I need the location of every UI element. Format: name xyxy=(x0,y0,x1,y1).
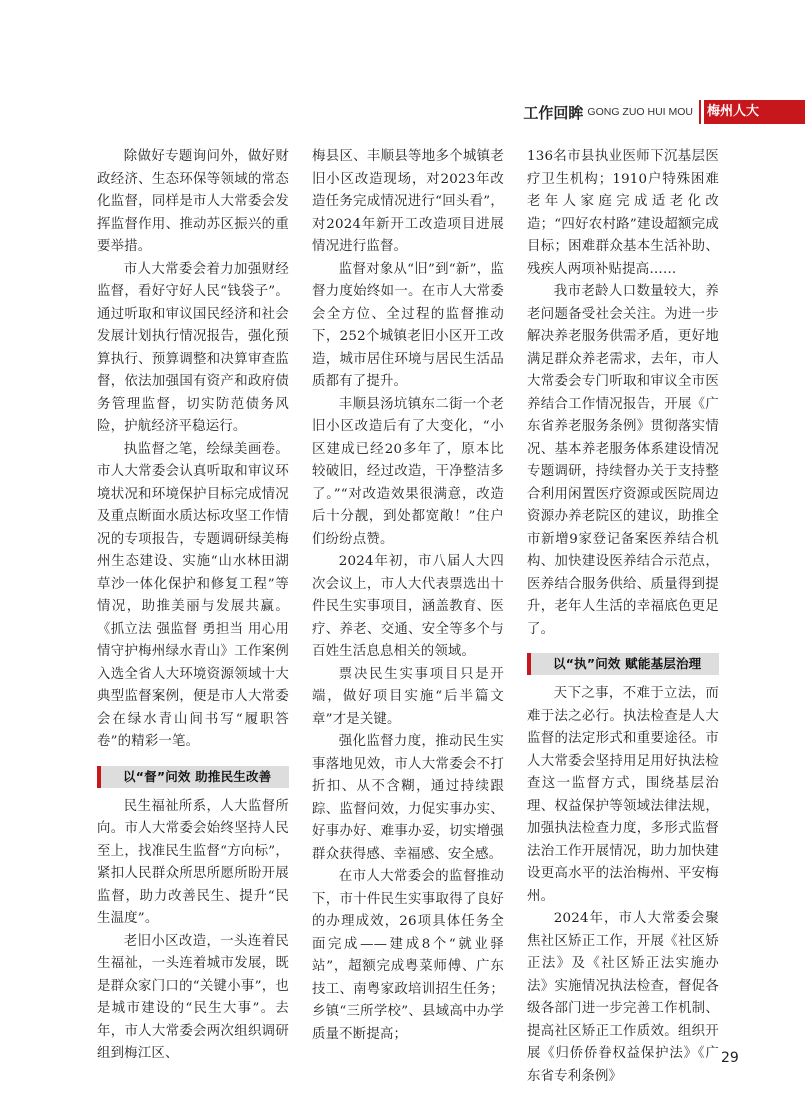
text-column-1 xyxy=(97,146,289,1066)
column-title-pinyin: GONG ZUO HUI MOU xyxy=(587,106,693,118)
paragraph: 2024年初，市八届人大四次会议上，市人大代表票选出十件民生实事项目，涵盖教育、医疗、养老、交通、安全等多个与百姓生活息息相关的领域。 xyxy=(312,554,504,659)
column-title: 工作回眸 xyxy=(523,103,584,122)
section-heading: 以“执”问效 赋能基层治理 xyxy=(527,653,719,675)
paragraph: 丰顺县汤坑镇东二街一个老旧小区改造后有了大变化，“小区建成已经20多年了，原本比较破旧，经过改造，干净整洁多了。”“对改造效果很满意，改造后十分靓，到处都宽敞！”住户们纷纷点赞。 xyxy=(312,396,504,547)
section-heading: 以“督”问效 助推民生改善 xyxy=(97,766,289,788)
paragraph: 市人大常委会着力加强财经监督，看好守好人民“钱袋子”。通过听取和审议国民经济和社会发展计划执行情况报告，强化预算执行、预算调整和决算审查监督，依法加强国有资产和政府债务管理监督，切实防范债务风险，护航经济平稳运行。 xyxy=(97,261,289,434)
page-number: 29 xyxy=(721,1050,739,1066)
paragraph: 执监督之笔，绘绿美画卷。市人大常委会认真听取和审议环境状况和环境保护目标完成情况及重点断面水质达标攻坚工作情况的专项报告，专题调研绿美梅州生态建设、实施“山水林田湖草沙一体化保护和修复工程”等情况，助推美丽与发展共赢。《抓立法 强监督 勇担当 用心用情守护梅州绿水青山》工作案例入选全省人大环境资源领域十大典型监督案例，便是市人大常委会在绿水青山间书写“履职答卷”的精彩一笔。 xyxy=(97,441,289,749)
paragraph: 监督对象从“旧”到“新”，监督力度始终如一。在市人大常委会全方位、全过程的监督推动下，252个城镇老旧小区开工改造，城市居住环境与居民生活品质都有了提升。 xyxy=(312,261,504,389)
paragraph: 在市人大常委会的监督推动下，市十件民生实事取得了良好的办理成效，26项具体任务全面完成——建成8个“就业驿站”，超额完成粤菜师傅、广东技工、南粤家政培训招生任务；乡镇“三所学校”、县域高中办学质量不断提高； xyxy=(312,869,504,1042)
text-column-3 xyxy=(527,146,719,1088)
magazine-badge: 梅州人大 xyxy=(699,100,805,124)
paragraph: 我市老龄人口数量较大，养老问题备受社会关注。为进一步解决养老服务供需矛盾，更好地满足群众养老需求，去年，市人大常委会专门听取和审议全市医养结合工作情况报告，开展《广东省养老服务条例》贯彻落实情况、基本养老服务体系建设情况专题调研，持续督办关于支持整合利用闲置医疗资源或医院周边资源办养老院区的建议，助推全市新增9家登记备案医养结合机构、加快建设医养结合示范点，医养结合服务供给、质量得到提升，老年人生活的幸福底色更足了。 xyxy=(527,284,719,637)
page-header xyxy=(523,100,805,124)
paragraph: 除做好专题询问外，做好财政经济、生态环保等领域的常态化监督，同样是市人大常委会发挥监督作用、推动苏区振兴的重要举措。 xyxy=(97,149,289,254)
paragraph: 老旧小区改造，一头连着民生福祉，一头连着城市发展，既是群众家门口的“关键小事”，也是城市建设的“民生大事”。去年，市人大常委会两次组织调研组到梅江区、 xyxy=(97,933,289,1061)
paragraph: 民生福祉所系，人大监督所向。市人大常委会始终坚持人民至上，找准民生监督“方向标”，紧扣人民群众所思所愿所盼开展监督，助力改善民生、提升“民生温度”。 xyxy=(97,798,289,926)
paragraph: 136名市县执业医师下沉基层医疗卫生机构；1910户特殊困难老年人家庭完成适老化改造；“四好农村路”建设超额完成目标；困难群众基本生活补助、残疾人两项补贴提高…… xyxy=(527,149,719,277)
text-column-2 xyxy=(312,146,504,1046)
paragraph: 强化监督力度，推动民生实事落地见效，市人大常委会不打折扣、从不含糊，通过持续跟踪、监督问效，力促实事办实、好事办好、难事办妥，切实增强群众获得感、幸福感、安全感。 xyxy=(312,734,504,862)
paragraph: 2024年，市人大常委会聚焦社区矫正工作，开展《社区矫正法》及《社区矫正法实施办法》实施情况执法检查，督促各级各部门进一步完善工作机制、提高社区矫正工作质效。组织开展《归侨侨眷权益保护法》《广东省专利条例》 xyxy=(527,911,719,1084)
paragraph: 票决民生实事项目只是开端，做好项目实施“后半篇文章”才是关键。 xyxy=(312,666,504,727)
paragraph: 梅县区、丰顺县等地多个城镇老旧小区改造现场，对2023年改造任务完成情况进行“回头看”，对2024年新开工改造项目进展情况进行监督。 xyxy=(312,149,504,254)
paragraph: 天下之事，不难于立法，而难于法之必行。执法检查是人大监督的法定形式和重要途径。市人大常委会坚持用足用好执法检查这一监督方式，围绕基层治理、权益保护等领域法律法规，加强执法检查力度，多形式监督法治工作开展情况，助力加快建设更高水平的法治梅州、平安梅州。 xyxy=(527,686,719,904)
